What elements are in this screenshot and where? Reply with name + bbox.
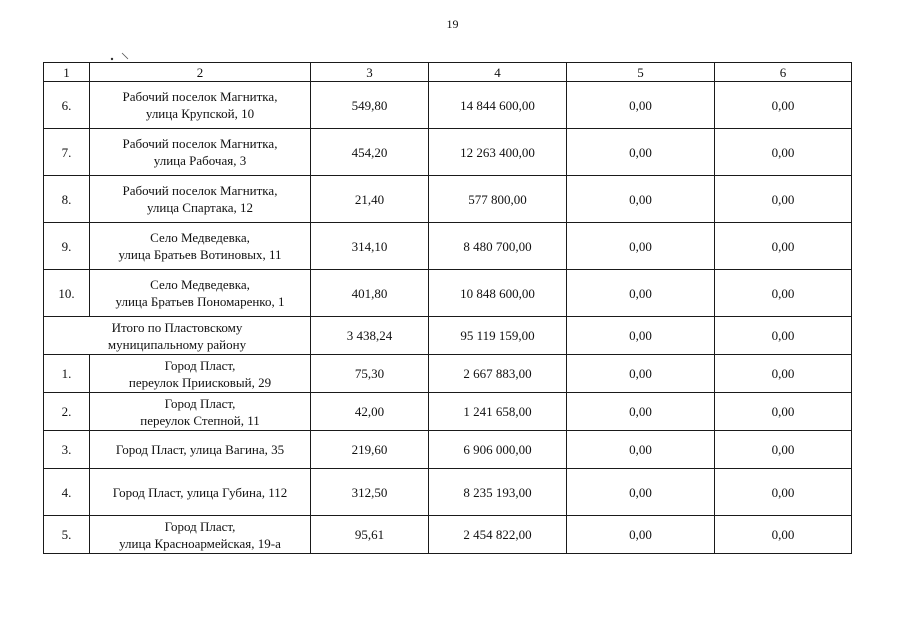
total-label-line-1: Итого по Пластовскому: [111, 319, 243, 335]
cost-cell: 2 454 822,00: [429, 516, 567, 554]
address-cell: [90, 129, 311, 176]
table-row: [44, 270, 852, 317]
cost-cell: 8 480 700,00: [429, 223, 567, 270]
row-number: 5.: [44, 516, 90, 554]
address-cell: [90, 355, 311, 393]
row-number: 1.: [44, 355, 90, 393]
table-row: [44, 223, 852, 270]
cost-cell: 1 241 658,00: [429, 393, 567, 431]
column-5-cell: 0,00: [567, 393, 715, 431]
cost-cell: 2 667 883,00: [429, 355, 567, 393]
column-number-5: 5: [567, 63, 715, 82]
column-6-cell: 0,00: [715, 223, 852, 270]
address-line-2: переулок Приисковый, 29: [128, 374, 272, 390]
address-cell: [90, 270, 311, 317]
area-cell: 75,30: [311, 355, 429, 393]
address-line-1: Город Пласт,: [164, 357, 236, 373]
cost-cell: 12 263 400,00: [429, 129, 567, 176]
cost-cell: 10 848 600,00: [429, 270, 567, 317]
address-line-1: Город Пласт,: [164, 395, 236, 411]
column-6-cell: 0,00: [715, 270, 852, 317]
table-row: [44, 129, 852, 176]
address-line-2: улица Крупской, 10: [145, 106, 255, 121]
address-cell: Город Пласт, улица Вагина, 35: [90, 431, 311, 469]
column-6-cell: 0,00: [715, 393, 852, 431]
column-number-3: 3: [311, 63, 429, 82]
column-6-cell: 0,00: [715, 82, 852, 129]
area-cell: 95,61: [311, 516, 429, 554]
register-table: [43, 62, 852, 554]
column-5-cell: 0,00: [567, 355, 715, 393]
row-number: 10.: [44, 270, 90, 317]
address-line-2: переулок Степной, 11: [140, 412, 260, 428]
column-5-cell: 0,00: [567, 223, 715, 270]
total-area-cell: 3 438,24: [311, 317, 429, 355]
column-6-cell: 0,00: [715, 176, 852, 223]
column-5-cell: 0,00: [567, 82, 715, 129]
total-label-cell: [44, 317, 311, 355]
total-label-line-2: муниципальному району: [107, 336, 247, 352]
address-line-1: Село Медведевка,: [150, 230, 250, 245]
column-6-cell: 0,00: [715, 431, 852, 469]
area-cell: 312,50: [311, 469, 429, 516]
table-row: [44, 82, 852, 129]
table-row: [44, 516, 852, 554]
table-row: [44, 176, 852, 223]
total-row: [44, 317, 852, 355]
total-column-5-cell: 0,00: [567, 317, 715, 355]
column-5-cell: 0,00: [567, 176, 715, 223]
address-line-1: Город Пласт,: [164, 518, 236, 534]
total-column-6-cell: 0,00: [715, 317, 852, 355]
table-row: [44, 431, 852, 469]
cost-cell: 8 235 193,00: [429, 469, 567, 516]
address-cell: Город Пласт, улица Губина, 112: [90, 469, 311, 516]
column-number-4: 4: [429, 63, 567, 82]
area-cell: 549,80: [311, 82, 429, 129]
address-cell: [90, 223, 311, 270]
row-number: 8.: [44, 176, 90, 223]
column-6-cell: 0,00: [715, 469, 852, 516]
address-line-2: улица Братьев Вотиновых, 11: [118, 247, 282, 262]
area-cell: 314,10: [311, 223, 429, 270]
address-line-1: Рабочий поселок Магнитка,: [122, 183, 278, 198]
cost-cell: 6 906 000,00: [429, 431, 567, 469]
row-number: 4.: [44, 469, 90, 516]
column-5-cell: 0,00: [567, 431, 715, 469]
table-row: [44, 469, 852, 516]
address-cell: [90, 176, 311, 223]
address-line-1: Рабочий поселок Магнитка,: [122, 136, 278, 151]
area-cell: 219,60: [311, 431, 429, 469]
column-number-row: [44, 63, 852, 82]
page-number: 19: [446, 17, 459, 31]
row-number: 3.: [44, 431, 90, 469]
address-line-1: Село Медведевка,: [150, 277, 250, 292]
cost-cell: 577 800,00: [429, 176, 567, 223]
column-6-cell: 0,00: [715, 129, 852, 176]
address-line-1: Рабочий поселок Магнитка,: [122, 89, 278, 104]
address-line-2: улица Спартака, 12: [146, 200, 254, 215]
row-number: 2.: [44, 393, 90, 431]
column-5-cell: 0,00: [567, 129, 715, 176]
area-cell: 21,40: [311, 176, 429, 223]
column-number-2: 2: [90, 63, 311, 82]
column-5-cell: 0,00: [567, 469, 715, 516]
address-line-2: улица Рабочая, 3: [153, 153, 247, 168]
address-line-2: улица Братьев Пономаренко, 1: [115, 294, 285, 309]
cost-cell: 14 844 600,00: [429, 82, 567, 129]
row-number: 9.: [44, 223, 90, 270]
row-number: 7.: [44, 129, 90, 176]
address-cell: [90, 516, 311, 554]
column-5-cell: 0,00: [567, 270, 715, 317]
table-row: [44, 355, 852, 393]
table-row: [44, 393, 852, 431]
area-cell: 454,20: [311, 129, 429, 176]
address-cell: [90, 393, 311, 431]
area-cell: 401,80: [311, 270, 429, 317]
column-number-6: 6: [715, 63, 852, 82]
column-number-1: 1: [44, 63, 90, 82]
column-6-cell: 0,00: [715, 516, 852, 554]
column-5-cell: 0,00: [567, 516, 715, 554]
address-cell: [90, 82, 311, 129]
row-number: 6.: [44, 82, 90, 129]
area-cell: 42,00: [311, 393, 429, 431]
address-line-2: улица Красноармейская, 19-а: [119, 535, 281, 551]
total-cost-cell: 95 119 159,00: [429, 317, 567, 355]
column-6-cell: 0,00: [715, 355, 852, 393]
